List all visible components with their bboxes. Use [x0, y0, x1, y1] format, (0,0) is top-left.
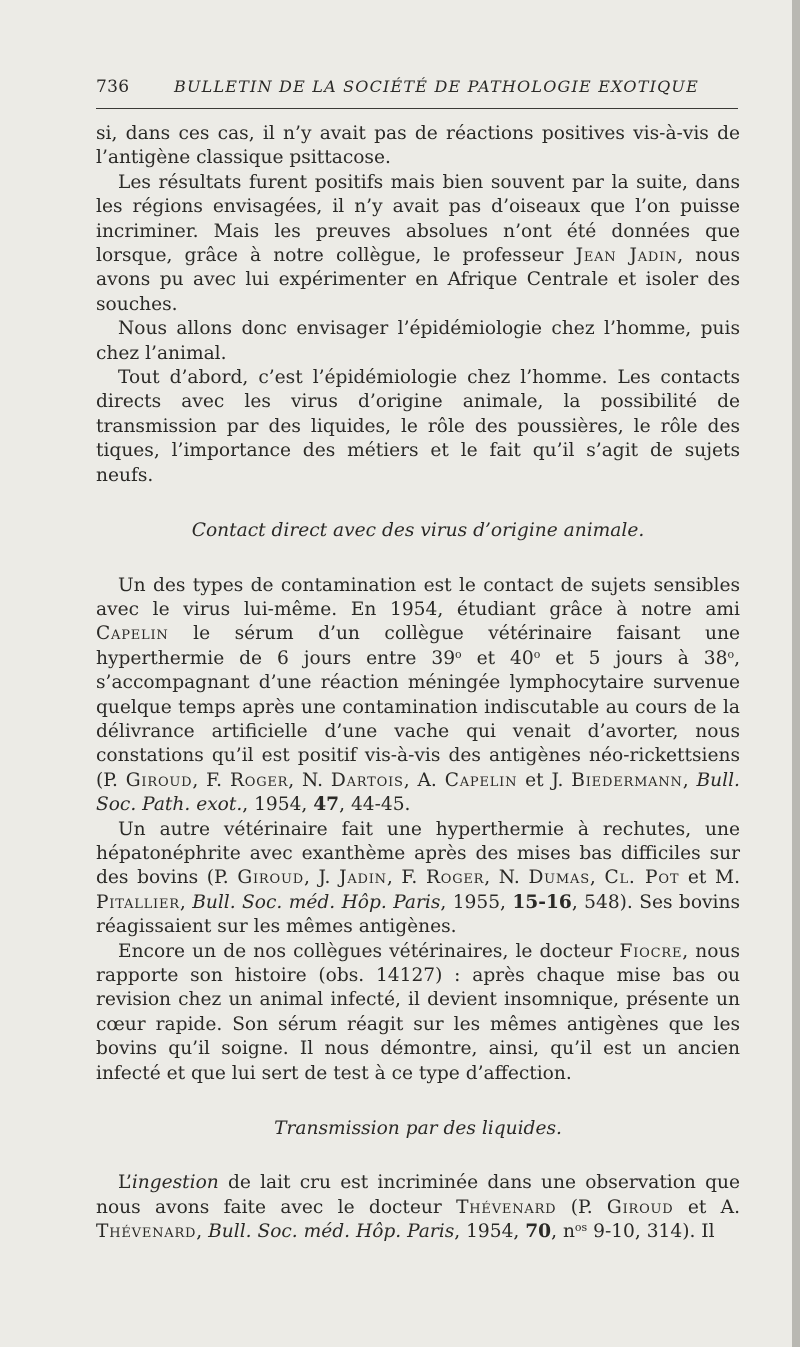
text-run: de lait cru est incriminée dans une observation que nous avons faite avec le docteur: [96, 1172, 740, 1218]
paragraph-8: [96, 1171, 740, 1244]
text-run: ,: [196, 1221, 209, 1243]
volume-number: 70: [525, 1221, 552, 1243]
text-run: Encore un de nos collègues vétérinaires, le docteur: [118, 940, 620, 962]
author-name: Fiocre: [619, 940, 683, 962]
author-name: Capelin: [444, 769, 518, 791]
text-run: , s’accompagnant d’une réaction méningée lymphocytaire survenue quelque temps après une contamination indiscutable au cours de la délivrance artificielle d’une vache qui venait d’avorter, nous constations qu’il est positif vis-à-vis des antigènes néo-rickettsiens (P.: [96, 647, 740, 791]
degree-sign: o: [727, 647, 735, 661]
author-name: Pitallier: [96, 891, 180, 913]
text-run: ,: [179, 891, 193, 913]
author-name: Roger: [229, 769, 289, 791]
text-run: et 40: [461, 647, 534, 669]
journal-citation: Bull. Soc. méd. Hôp. Paris: [192, 891, 441, 913]
author-name: Jadin: [339, 867, 387, 889]
paragraph-1: [96, 122, 740, 171]
paragraph-6: [96, 818, 740, 940]
author-name: Giroud: [606, 1196, 674, 1218]
page-edge-shadow: [792, 0, 800, 1347]
paragraph-5: [96, 574, 740, 818]
text-run: , A.: [403, 769, 445, 791]
text-run: , n: [551, 1221, 575, 1243]
author-name: Biedermann: [571, 769, 683, 791]
text-run: L’: [118, 1172, 132, 1194]
text-run: , 1954,: [242, 794, 314, 816]
author-name: Roger: [425, 867, 485, 889]
text-run: , J.: [303, 867, 340, 889]
author-name: Giroud: [125, 769, 193, 791]
text-run: , 1955,: [440, 891, 513, 913]
section-heading-transmission: Transmission par des liquides.: [274, 1118, 562, 1140]
text-run: , 548). Ses bovins réagissaient sur les mêmes antigènes.: [96, 891, 740, 938]
paragraph-2: [96, 171, 740, 317]
text-run: , 1954,: [454, 1221, 526, 1243]
article-body: [96, 122, 740, 1245]
author-name: Thévenard: [456, 1196, 557, 1218]
text-run: , nous avons pu avec lui expérimenter en Afrique Centrale et isoler des souches.: [96, 245, 740, 315]
paragraph-3: [96, 317, 740, 366]
text-run: Tout d’abord, c’est l’épidémiologie chez l’homme. Les contacts directs avec les virus d’origine animale, la possibilité de transmission par des liquides, le rôle des poussières, le rôle des tiques, l’importance des métiers et le fait qu’il s’agit de sujets neufs.: [96, 367, 740, 486]
author-name: Dumas: [528, 867, 590, 889]
journal-citation: Bull. Soc. méd. Hôp. Paris: [208, 1221, 455, 1243]
text-run: , N.: [288, 769, 331, 791]
volume-number: 15-16: [512, 891, 572, 913]
text-run: (P.: [556, 1196, 607, 1218]
paragraph-7: [96, 940, 740, 1086]
text-run: 9-10, 314). Il: [587, 1221, 715, 1243]
section-heading-contact: Contact direct avec des virus d’origine animale.: [191, 520, 645, 542]
text-run: si, dans ces cas, il n’y avait pas de réactions positives vis-à-vis de l’antigène classique psittacose.: [96, 123, 740, 169]
author-name: Thévenard: [96, 1221, 197, 1243]
text-run: et J.: [517, 769, 572, 791]
text-run: le sérum d’un collègue vétérinaire faisant une hyperthermie de 6 jours entre 39: [96, 623, 740, 669]
text-run: Un des types de contamination est le contact de sujets sensibles avec le virus lui-même. En 1954, étudiant grâce à notre ami: [96, 574, 740, 620]
text-run: , 44-45.: [339, 794, 411, 816]
journal-citation: Bull. Soc. Path. exot.: [96, 769, 740, 816]
page-number: 736: [96, 77, 130, 97]
text-run: , F.: [192, 769, 230, 791]
text-run: , F.: [386, 867, 426, 889]
journal-title: BULLETIN DE LA SOCIÉTÉ DE PATHOLOGIE EXOTIQUE: [174, 77, 699, 96]
volume-number: 47: [313, 794, 340, 816]
emphasis: ingestion: [131, 1172, 219, 1194]
degree-sign: o: [533, 647, 541, 661]
text-run: et M.: [679, 867, 740, 889]
superscript: os: [574, 1221, 588, 1235]
author-name: Capelin: [96, 623, 169, 645]
running-header: [96, 74, 738, 109]
text-run: ,: [589, 867, 605, 889]
text-run: , N.: [484, 867, 529, 889]
author-name: Giroud: [237, 867, 304, 889]
text-run: Nous allons donc envisager l’épidémiologie chez l’homme, puis chez l’animal.: [96, 318, 740, 364]
author-name: Dartois: [330, 769, 404, 791]
degree-sign: o: [455, 647, 462, 661]
text-run: , nous rapporte son histoire (obs. 14127) : après chaque mise bas ou revision chez un animal infecté, il devient insomnique, présente un cœur rapide. Son sérum réagit sur les mêmes antigènes que les bovins qu’il soigne. Il nous démontre, ainsi, qu’il est un ancien infecté et que lui sert de test à ce type d’affection.: [96, 940, 740, 1084]
author-name: Cl. Pot: [604, 867, 680, 889]
text-run: Un autre vétérinaire fait une hyperthermie à rechutes, une hépatonéphrite avec exanthème après des mises bas difficiles sur des bovins (P.: [96, 818, 740, 889]
text-run: et A.: [673, 1196, 740, 1218]
text-run: ,: [682, 769, 697, 791]
text-run: Les résultats furent positifs mais bien souvent par la suite, dans les régions envisagées, il n’y avait pas d’oiseaux que l’on puisse incriminer. Mais les preuves absolues n’ont été données que lorsque, grâce à notre collègue, le professeur: [96, 171, 740, 267]
paragraph-4: [96, 366, 740, 488]
author-name: Jean Jadin: [575, 245, 678, 267]
text-run: et 5 jours à 38: [540, 647, 728, 669]
